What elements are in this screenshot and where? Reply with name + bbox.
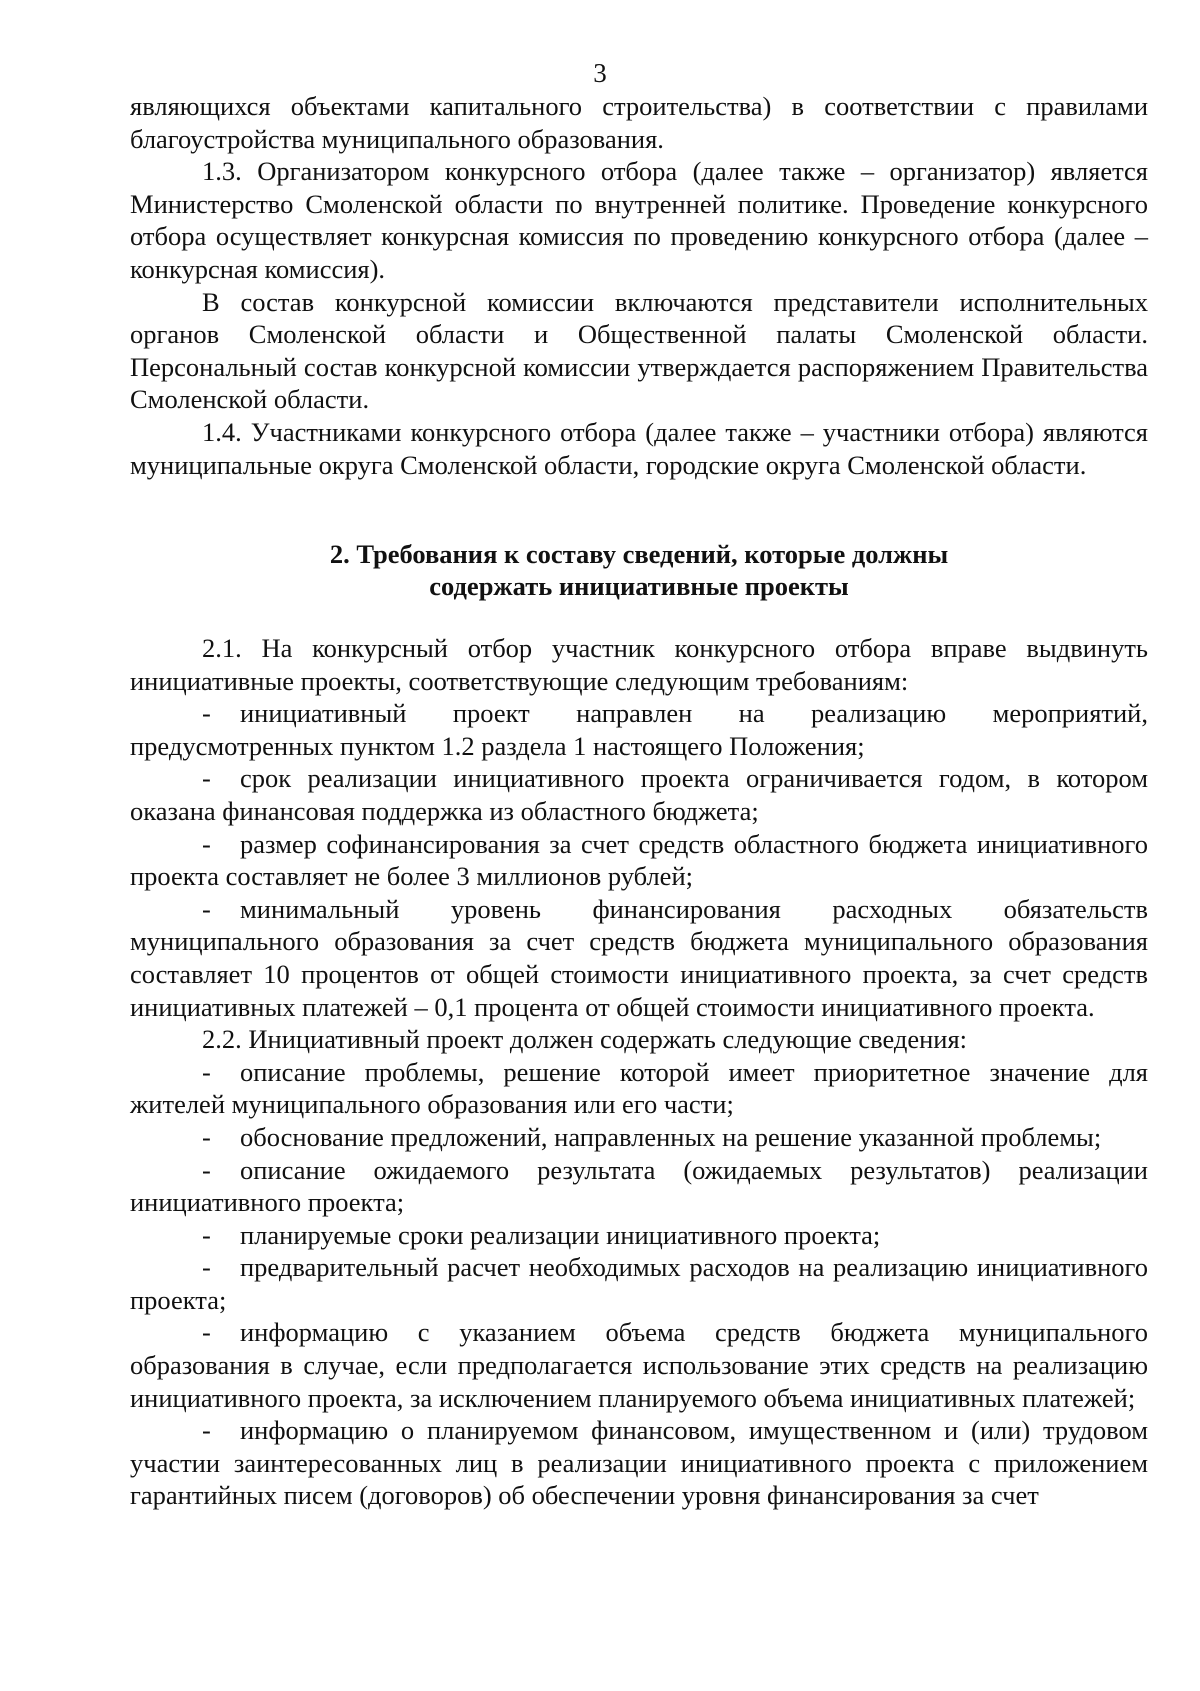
dash-marker: - [202, 1415, 211, 1446]
list-item [130, 1251, 1148, 1316]
dash-marker: - [202, 1154, 211, 1185]
list-item [130, 762, 1148, 827]
dash-marker: - [202, 1317, 211, 1348]
list-item-text: срок реализации инициативного проекта ограничивается годом, в котором оказана финансовая поддержка из областного бюджета; [130, 763, 1148, 826]
list-item [130, 893, 1148, 1023]
list-item [130, 1316, 1148, 1414]
section-2-heading-line-2: содержать инициативные проекты [429, 571, 849, 601]
list-item [130, 1154, 1148, 1219]
paragraph-2-2: 2.2. Инициативный проект должен содержать следующие сведения: [202, 1024, 968, 1055]
paragraph-continuation: являющихся объектами капитального строительства) в соответствии с правилами благоустройства муниципального образования. [130, 91, 1148, 154]
list-item-text: описание проблемы, решение которой имеет приоритетное значение для жителей муниципального образования или его части; [130, 1056, 1148, 1120]
list-item [130, 1056, 1148, 1121]
dash-marker: - [202, 1056, 211, 1087]
dash-marker: - [202, 828, 211, 859]
dash-marker: - [202, 1121, 211, 1152]
list-item-text: планируемые сроки реализации инициативного проекта; [240, 1219, 881, 1250]
section-1-continuation [130, 90, 1148, 481]
section-2-heading-line-1: 2. Требования к составу сведений, которые должны [329, 539, 949, 569]
list-item-text: размер софинансирования за счет средств областного бюджета инициативного проекта составляет не более 3 миллионов рублей; [130, 828, 1148, 892]
list-item [130, 1414, 1148, 1512]
list-item-text: обоснование предложений, направленных на решение указанной проблемы; [240, 1121, 1102, 1152]
paragraph-commission: В состав конкурсной комиссии включаются представители исполнительных органов Смоленской области и Общественной палаты Смоленской области. Персональный состав конкурсной комиссии утверждается распоряжением Правительства Смоленской области. [130, 286, 1148, 415]
list-item [130, 828, 1148, 893]
page-number: 3 [593, 58, 607, 88]
list-item-text: информацию о планируемом финансовом, имущественном и (или) трудовом участии заинтересованных лиц в реализации инициативного проекта с приложением гарантийных писем (договоров) об обеспечении уровня финансирования за счет [130, 1415, 1148, 1511]
dash-marker: - [202, 1252, 211, 1283]
list-item-text: описание ожидаемого результата (ожидаемых результатов) реализации инициативного проекта; [130, 1154, 1148, 1218]
list-item-text: минимальный уровень финансирования расходных обязательств муниципального образования за счет средств бюджета муниципального образования составляет 10 процентов от общей стоимости инициативного проекта, за счет средств инициативных платежей – 0,1 процента от общей стоимости инициативного проекта. [130, 893, 1148, 1022]
section-2-heading [130, 538, 1148, 602]
list-item [130, 697, 1148, 762]
list-item [130, 1121, 1148, 1154]
section-2-body [130, 632, 1148, 1512]
list-item-text: информацию с указанием объема средств бюджета муниципального образования в случае, если предполагается использование этих средств на реализацию инициативного проекта, за исключением планируемого объема инициативных платежей; [130, 1317, 1148, 1413]
dash-marker: - [202, 893, 211, 924]
dash-marker: - [202, 698, 211, 729]
list-item [130, 1219, 1148, 1252]
dash-marker: - [202, 1219, 211, 1250]
paragraph-1-4: 1.4. Участниками конкурсного отбора (далее также – участники отбора) являются муниципальные округа Смоленской области, городские округа Смоленской области. [130, 416, 1148, 480]
paragraph-2-1: 2.1. На конкурсный отбор участник конкурсного отбора вправе выдвинуть инициативные проекты, соответствующие следующим требованиям: [130, 633, 1148, 696]
paragraph-1-3: 1.3. Организатором конкурсного отбора (далее также – организатор) является Министерство Смоленской области по внутренней политике. Проведение конкурсного отбора осуществляет конкурсная комиссия по проведению конкурсного отбора (далее – конкурсная комиссия). [130, 156, 1148, 284]
dash-marker: - [202, 763, 211, 794]
list-item-text: инициативный проект направлен на реализацию мероприятий, предусмотренных пунктом 1.2 раздела 1 настоящего Положения; [130, 698, 1148, 761]
list-item-text: предварительный расчет необходимых расходов на реализацию инициативного проекта; [130, 1252, 1148, 1315]
